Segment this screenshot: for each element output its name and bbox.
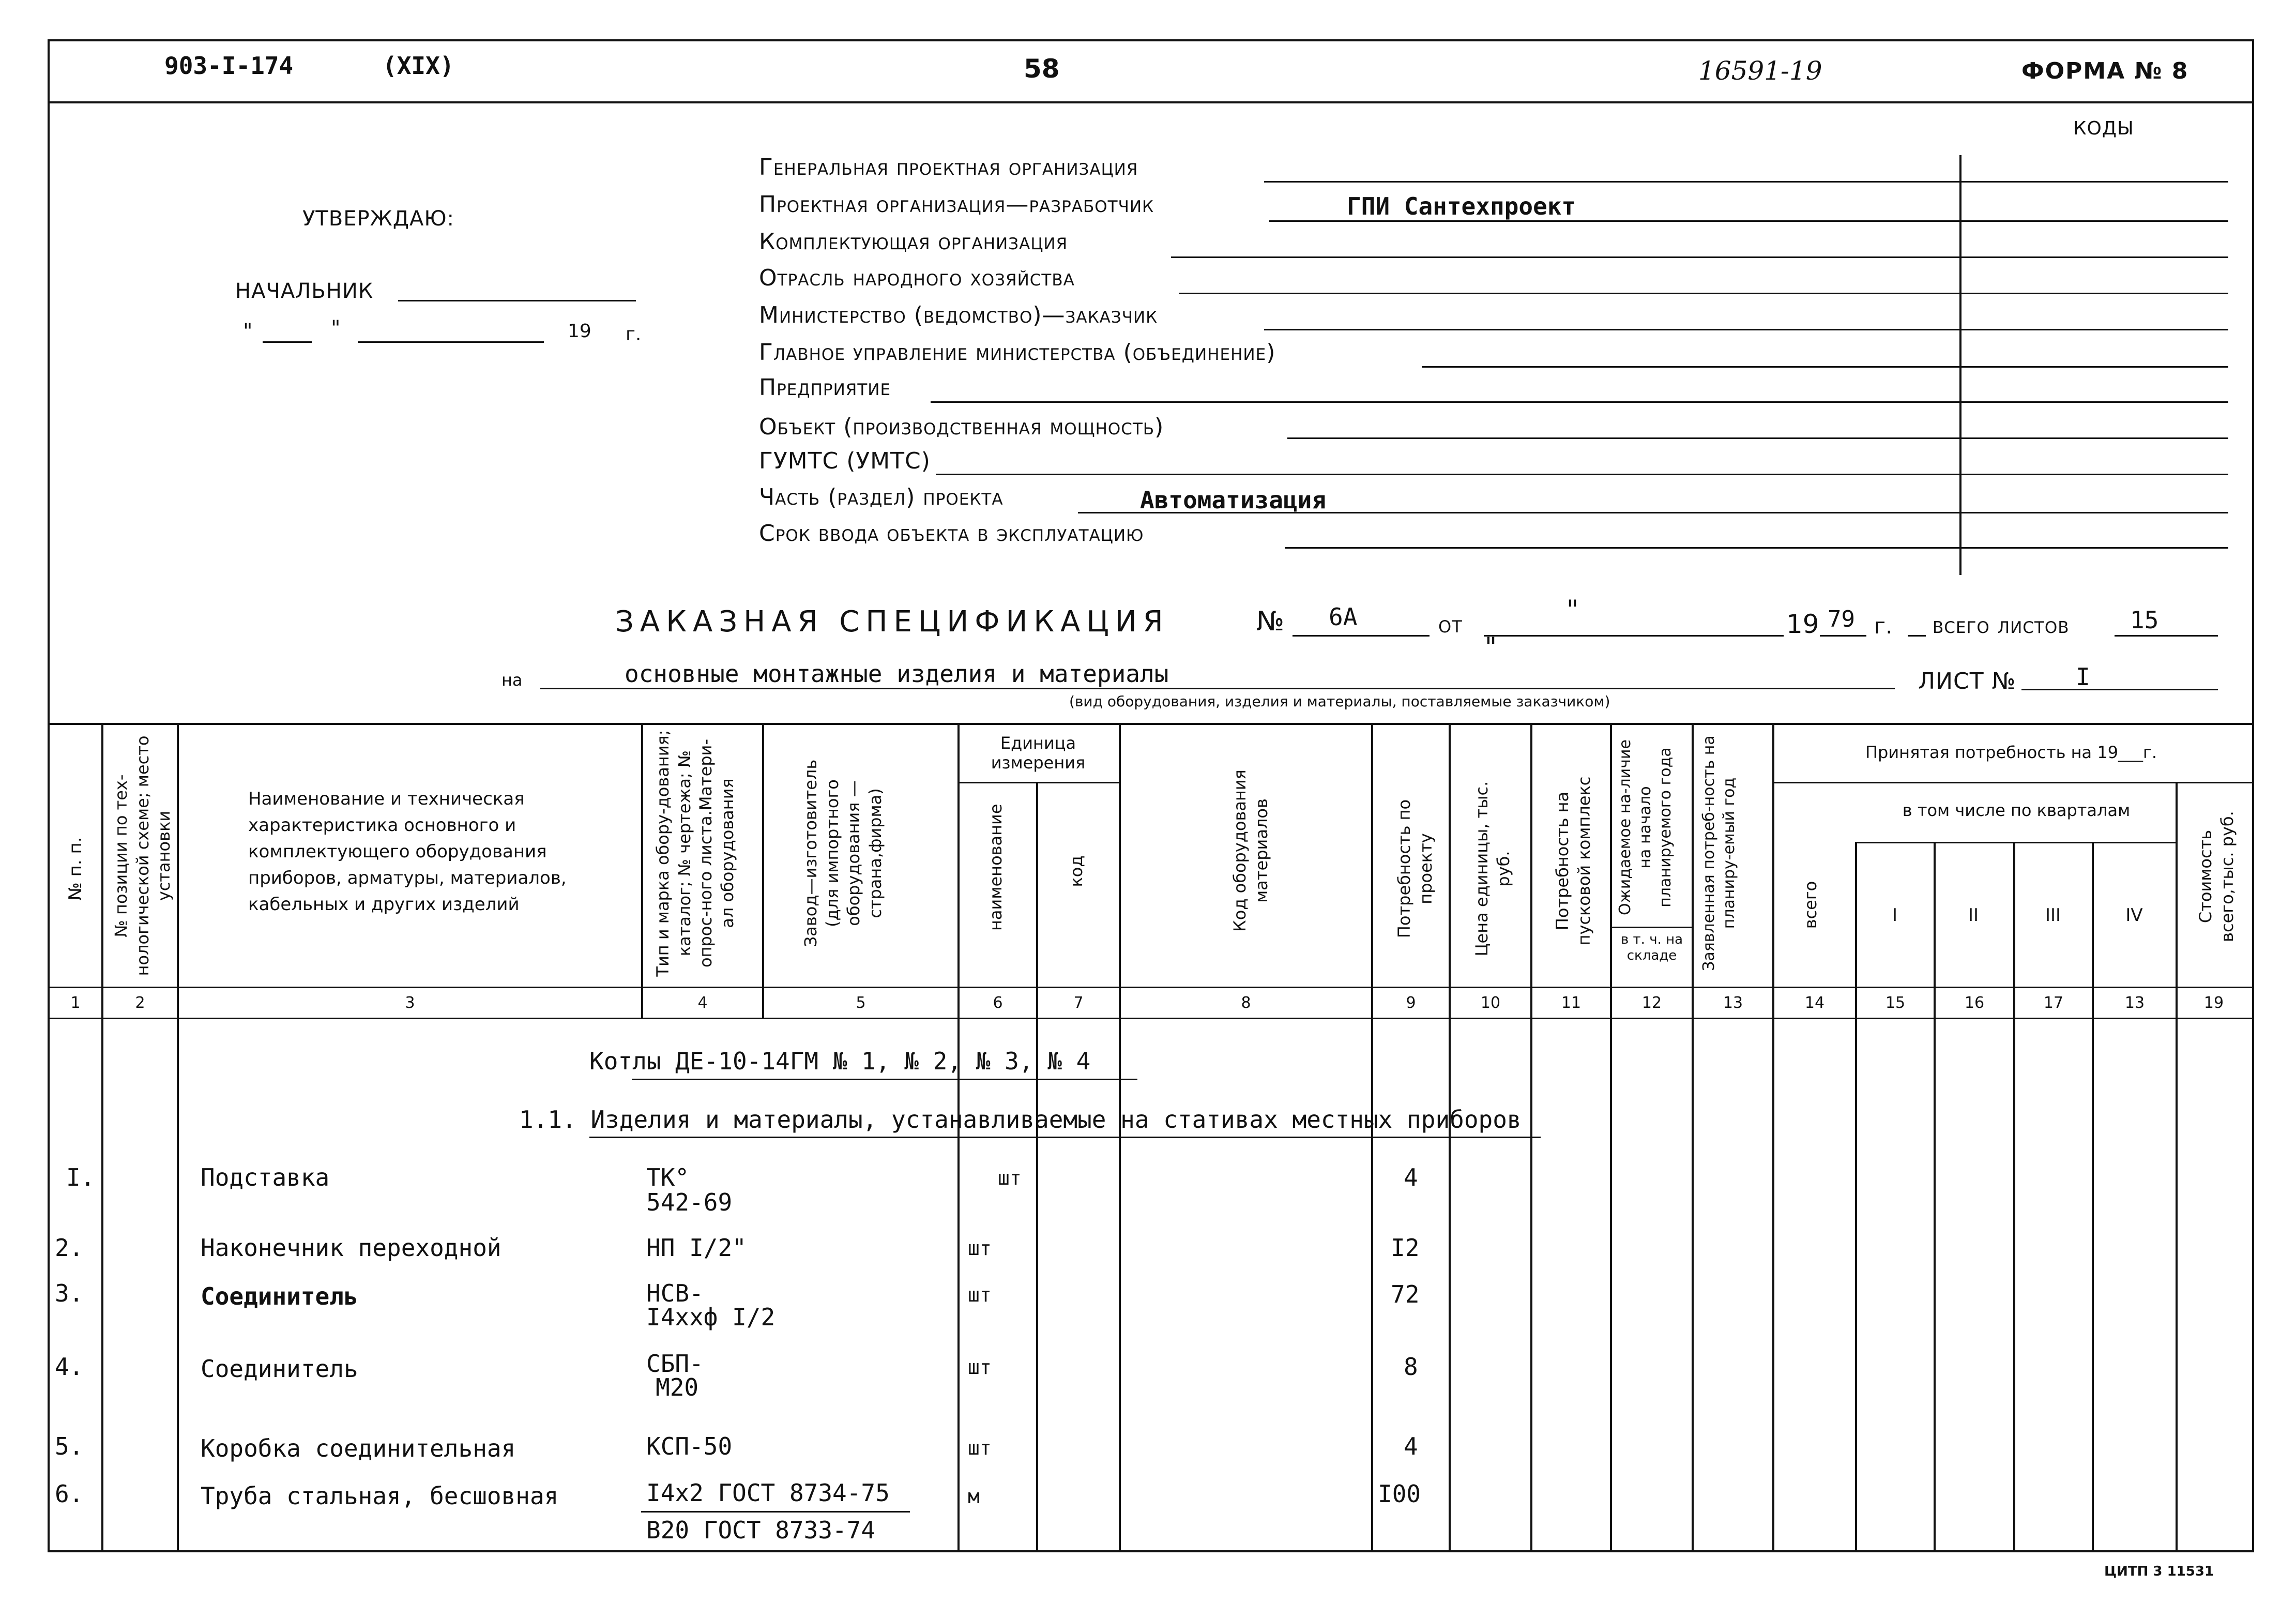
org-field-line-complect (1171, 256, 2228, 258)
row-number: 5. (55, 1432, 84, 1460)
column-number: 1 (70, 994, 81, 1012)
codes-header: КОДЫ (2073, 118, 2134, 139)
spec-from-label: от (1438, 610, 1463, 638)
column-number: 16 (1964, 994, 1985, 1012)
header-position-text: № позиции по тех-нологической схеме; место установки (111, 735, 174, 976)
header-declared-text: Заявленная потреб-ность на планиру-емый год (1700, 735, 1738, 971)
form-label: ФОРМА № 8 (2021, 58, 2189, 84)
spec-total-sheets: 15 (2130, 606, 2159, 634)
spec-number-line (1293, 635, 1430, 637)
chief-signature-line (398, 300, 636, 301)
column-number: 10 (1480, 994, 1501, 1012)
spec-on-label: на (501, 670, 523, 690)
spec-sheet-label: ЛИСТ № (1918, 668, 2016, 694)
doc-code: 903-I-174 (164, 52, 294, 80)
spec-year-suffix-line (1908, 635, 1926, 637)
date-day-line (263, 341, 312, 343)
column-number: 6 (993, 994, 1003, 1012)
org-field-line-object (1287, 437, 2228, 439)
row-number: 3. (55, 1279, 84, 1307)
column-number: 2 (135, 994, 145, 1012)
row-name: Соединитель (201, 1282, 358, 1310)
row-type-line2: 542-69 (646, 1188, 733, 1216)
spec-date-quote-close: " (1485, 632, 1497, 662)
header-project-need (1394, 776, 1437, 962)
header-expected (1615, 734, 1676, 920)
header-unit-price-text: Цена единицы, тыс. руб. (1472, 781, 1513, 957)
org-field-value-developer: ГПИ Сантехпроект (1347, 192, 1576, 220)
row-type-divider (641, 1511, 910, 1513)
org-field-label-deadline: Срок ввода объекта в эксплуатацию (759, 520, 1144, 547)
header-unit-name: наименование (986, 804, 1006, 931)
spec-year-line (1820, 635, 1866, 637)
row-unit: м (968, 1485, 980, 1508)
header-expected-warehouse: в т. ч. на складе (1620, 932, 1683, 964)
table-numbers-bottom (48, 1018, 2252, 1019)
spec-subject: основные монтажные изделия и материалы (625, 660, 1169, 688)
row-unit: шт (998, 1167, 1022, 1189)
org-field-label-main-department: Главное управление министерства (объединение) (759, 339, 1276, 366)
row-name: Коробка соединительная (201, 1434, 516, 1462)
inventory-number: 16591-19 (1698, 56, 1822, 86)
column-number: 7 (1073, 994, 1084, 1012)
row-type: ТК° (646, 1163, 690, 1191)
header-unit-code: код (1067, 855, 1086, 887)
column-number: 4 (697, 994, 708, 1012)
row-qty: 72 (1391, 1280, 1420, 1308)
row-type: НСВ- (646, 1279, 704, 1307)
row-type-line2: В20 ГОСТ 8733-74 (646, 1516, 876, 1544)
c12-sub-line (1610, 927, 1692, 928)
org-field-line-industry (1179, 293, 2228, 294)
header-position (111, 734, 175, 977)
spec-date-quote-open: " (1567, 595, 1578, 625)
row-qty: 4 (1404, 1432, 1418, 1460)
row-unit: шт (968, 1283, 992, 1306)
footer-stamp: ЦИТП 3 11531 (2104, 1564, 2214, 1579)
column-number: 13 (1723, 994, 1743, 1012)
row-type: НП I/2" (646, 1234, 747, 1262)
row-unit: шт (968, 1356, 992, 1379)
top-bar-divider (48, 101, 2252, 103)
header-accepted-total: всего (1801, 881, 1820, 929)
col-divider-16 (2013, 842, 2015, 1550)
org-field-line-general (1264, 181, 2228, 183)
org-field-label-object: Объект (производственная мощность) (759, 414, 1164, 440)
header-type (652, 729, 738, 977)
header-quarters-group: в том числе по кварталам (1902, 800, 2131, 820)
header-cost (2195, 791, 2238, 962)
date-quote-open: " (243, 320, 253, 343)
org-field-line-developer (1269, 220, 2228, 222)
table-numbers-top (48, 987, 2252, 988)
spec-year-suffix: г. (1874, 613, 1893, 639)
org-field-label-developer: Проектная организация—разработчик (759, 191, 1154, 218)
subsection-title: 1.1. Изделия и материалы, устанавливаемые на стативах местных приборов (519, 1106, 1522, 1133)
row-qty: 8 (1404, 1353, 1418, 1381)
column-number: 17 (2043, 994, 2064, 1012)
col-divider-18 (2176, 782, 2178, 1550)
row-unit: шт (968, 1237, 992, 1260)
chief-label: НАЧАЛЬНИК (235, 279, 374, 303)
date-year-prefix: 19 (568, 321, 591, 342)
row-name: Труба стальная, бесшовная (201, 1482, 559, 1510)
column-number: 19 (2203, 994, 2224, 1012)
spec-number: 6А (1329, 603, 1358, 631)
header-unit-price (1471, 776, 1514, 962)
header-launch-need (1552, 750, 1595, 972)
spec-subject-caption: (вид оборудования, изделия и материалы, поставляемые заказчиком) (1069, 693, 1610, 710)
org-field-value-part: Автоматизация (1140, 486, 1327, 514)
col-divider-12 (1692, 723, 1694, 1550)
spec-number-label: № (1256, 606, 1285, 637)
spec-total-sheets-label: всего листов (1933, 612, 2070, 639)
date-quote-close: " (331, 316, 341, 340)
spec-total-sheets-line (2115, 635, 2218, 637)
header-q1: I (1892, 905, 1898, 926)
org-field-label-gumts: ГУМТС (УМТС) (759, 448, 931, 474)
spec-subject-line (540, 688, 1895, 689)
col-divider-13 (1772, 723, 1774, 1550)
header-manufacturer-text: Завод—изготовитель (для импортного оборудования —страна,фирма) (801, 759, 885, 947)
date-year-suffix: г. (626, 324, 642, 345)
row-type-line2: I4ххф I/2 (646, 1303, 776, 1331)
col-divider-15 (1934, 842, 1936, 1550)
section-title: Котлы ДЕ-10-14ГМ № 1, № 2, № 3, № 4 (589, 1047, 1091, 1075)
column-number: 9 (1406, 994, 1416, 1012)
org-field-label-enterprise: Предприятие (759, 374, 891, 401)
spec-sheet-number: I (2076, 663, 2090, 691)
section-title-underline (632, 1079, 1137, 1080)
column-number: 8 (1241, 994, 1251, 1012)
header-type-text: Тип и марка обору-дования; каталог; № чертежа; № опрос-ного листа.Матери-ал оборудования (653, 730, 737, 977)
header-declared (1699, 734, 1739, 972)
spec-year-prefix: 19 (1786, 609, 1819, 639)
row-number: 6. (55, 1480, 84, 1508)
row-qty: I00 (1378, 1480, 1421, 1508)
quarters-group-line (1855, 842, 2176, 843)
org-field-label-part: Часть (раздел) проекта (759, 484, 1003, 510)
column-number: 3 (405, 994, 415, 1012)
row-type: I4х2 ГОСТ 8734-75 (646, 1479, 890, 1507)
row-qty: I2 (1391, 1234, 1420, 1262)
unit-group-line (957, 782, 1119, 783)
header-project-need-text: Потребность по проекту (1394, 799, 1436, 939)
header-q3: III (2045, 905, 2061, 926)
org-field-line-ministry (1264, 329, 2228, 330)
col-divider-14 (1855, 842, 1857, 1550)
header-equipment-code (1229, 750, 1272, 951)
org-field-label-general: Генеральная проектная организация (759, 154, 1138, 180)
table-top-border (48, 723, 2252, 725)
volume-label: (XIX) (383, 52, 454, 80)
header-name: Наименование и техническая характеристика основного и комплектующего оборудования приборов, арматуры, материалов, кабельных и других изделий (248, 789, 567, 915)
header-q4: IV (2125, 905, 2143, 926)
row-number: 4. (55, 1353, 84, 1381)
header-launch-need-text: Потребность на пусковой комплекс (1553, 776, 1594, 946)
col-divider-1 (101, 723, 103, 1550)
spec-sheet-line (2021, 689, 2218, 690)
col-divider-11 (1610, 723, 1612, 1550)
page-number: 58 (1024, 54, 1060, 84)
header-row-number: № п. п. (65, 837, 86, 901)
org-field-line-deadline (1285, 547, 2228, 549)
row-type: КСП-50 (646, 1432, 733, 1460)
col-divider-2 (177, 723, 179, 1550)
col-divider-3 (641, 723, 643, 1018)
header-accepted-group: Принятая потребность на 19___г. (1865, 743, 2157, 762)
org-field-line-enterprise (931, 401, 2228, 403)
header-unit-group: Единица измерения (991, 733, 1086, 773)
row-qty: 4 (1404, 1163, 1418, 1191)
header-equipment-code-text: Код оборудования материалов (1230, 769, 1271, 932)
header-cost-text: Стоимость всего,тыс. руб. (2196, 811, 2237, 942)
row-unit: шт (968, 1436, 992, 1459)
row-number: I. (66, 1163, 95, 1191)
column-number: 13 (2124, 994, 2145, 1012)
org-field-line-part (1078, 512, 2228, 513)
spec-title: ЗАКАЗНАЯ СПЕЦИФИКАЦИЯ (615, 605, 1169, 639)
row-type-line2: М20 (656, 1373, 699, 1401)
column-number: 5 (856, 994, 866, 1012)
org-field-label-industry: Отрасль народного хозяйства (759, 265, 1075, 291)
org-field-line-gumts (936, 474, 2228, 475)
header-manufacturer (800, 745, 886, 962)
column-number: 14 (1804, 994, 1825, 1012)
org-field-line-main-department (1422, 366, 2228, 368)
row-name: Соединитель (201, 1355, 358, 1383)
column-number: 11 (1561, 994, 1582, 1012)
approve-label: УТВЕРЖДАЮ: (302, 207, 455, 231)
row-name: Подставка (201, 1163, 330, 1191)
col-divider-4 (762, 723, 764, 1018)
column-number: 12 (1641, 994, 1662, 1012)
header-expected-text: Ожидаемое на-личие на начало планируемого года (1616, 739, 1675, 915)
row-number: 2. (55, 1234, 84, 1262)
col-divider-6 (1036, 782, 1038, 1550)
org-field-label-ministry: Министерство (ведомство)—заказчик (759, 302, 1158, 328)
row-name: Наконечник переходной (201, 1234, 501, 1262)
org-field-label-complect: Комплектующая организация (759, 229, 1068, 255)
date-month-line (358, 341, 544, 343)
spec-year: 79 (1828, 606, 1855, 632)
subsection-title-underline (589, 1137, 1541, 1138)
col-divider-17 (2092, 842, 2094, 1550)
accepted-group-line (1772, 782, 2252, 783)
row-type: СБП- (646, 1350, 704, 1378)
header-q2: II (1968, 905, 1979, 926)
spec-date-line (1484, 635, 1784, 637)
column-number: 15 (1885, 994, 1906, 1012)
